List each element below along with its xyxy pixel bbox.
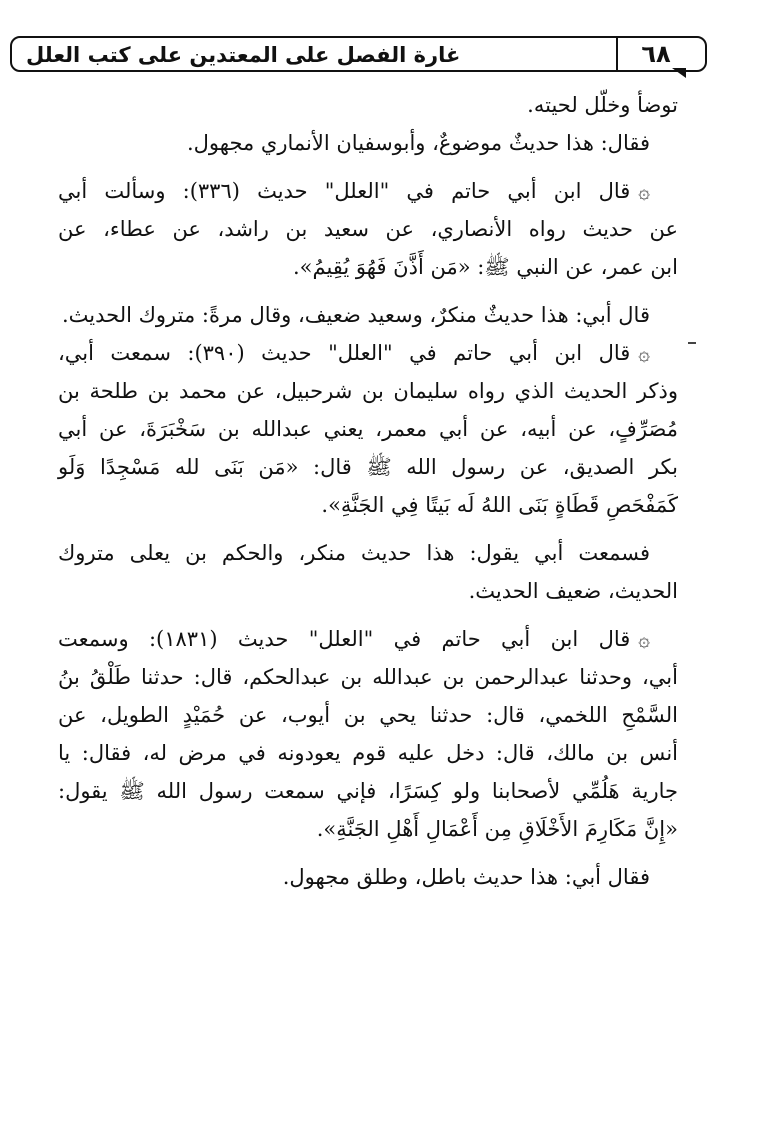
line-text: أنس بن مالك، قال: دخل عليه قوم يعودونه في مرض له، فقال: يا [58,741,678,765]
line-text: السَّمْحِ اللخمي، قال: حدثنا يحي بن أيوب، عن حُمَيْدٍ الطويل، عن [58,703,678,727]
text-line [58,248,678,286]
line-text: فسمعت أبي يقول: هذا حديث منكر، والحكم بن يعلى متروك [58,541,650,565]
text-line [58,696,678,734]
line-text: مُصَرِّفٍ، عن أبيه، عن أبي معمر، يعني عبدالله بن سَخْبَرَةَ، عن أبي [58,417,678,441]
line-text: قال ابن أبي حاتم في "العلل" حديث (٣٩٠): سمعت أبي، [58,341,631,365]
text-line [58,372,678,410]
text-line [58,620,678,658]
header-divider [616,36,618,72]
line-text: وذكر الحديث الذي رواه سليمان بن شرحبيل، عن محمد بن طلحة بن [58,379,678,403]
text-line [58,658,678,696]
line-text: الحديث، ضعيف الحديث. [468,579,678,603]
text-line [58,858,678,896]
line-text: قال أبي: هذا حديثٌ منكرٌ، وسعيد ضعيف، وقال مرةً: متروك الحديث. [61,303,650,327]
paragraph-gap [58,286,678,296]
line-text: بكر الصديق، عن رسول الله ﷺ قال: «مَن بَنَى لله مَسْجِدًا وَلَو [58,455,678,479]
line-text: ابن عمر، عن النبي ﷺ: «مَن أَذَّنَ فَهُوَ يُقِيمُ». [292,255,678,279]
text-line [58,172,678,210]
ornament-bullet-icon: ۞ [638,179,650,203]
line-text: جارية هَلُمِّي لأصحابنا ولو كِسَرًا، فإني سمعت رسول الله ﷺ يقول: [58,779,678,803]
line-text: قال ابن أبي حاتم في "العلل" حديث (٣٣٦): وسألت أبي [58,179,631,203]
text-line [58,572,678,610]
running-title: غارة الفصل على المعتدين على كتب العلل [26,43,461,67]
line-text: فقال: هذا حديثٌ موضوعٌ، وأبوسفيان الأنماري مجهول. [186,131,650,155]
text-line [58,124,678,162]
text-line [58,410,678,448]
line-text: فقال أبي: هذا حديث باطل، وطلق مجهول. [282,865,650,889]
paragraph-gap [58,848,678,858]
text-line [58,810,678,848]
line-text: كَمَفْحَصِ قَطَاةٍ بَنَى اللهُ لَه بَيتًا فِي الجَنَّةِ». [321,493,678,517]
line-text: «إِنَّ مَكَارِمَ الأَخْلَاقِ مِن أَعْمَالِ أَهْلِ الجَنَّةِ». [316,817,678,841]
ornament-bullet-icon: ۞ [638,627,650,651]
ornament-bullet-icon: ۞ [638,341,650,365]
text-line [58,486,678,524]
text-line [58,86,678,124]
paragraph-gap [58,524,678,534]
page-body [58,86,678,896]
text-line [58,210,678,248]
text-line [58,448,678,486]
line-text: قال ابن أبي حاتم في "العلل" حديث (١٨٣١): وسمعت [58,627,631,651]
header-flag-icon [672,68,686,78]
text-line [58,772,678,810]
line-text: عن حديث رواه الأنصاري، عن سعيد بن راشد، عن عطاء، عن [58,217,678,241]
text-line [58,734,678,772]
text-line [58,334,678,372]
line-text: توضأ وخلّل لحيته. [527,93,678,117]
line-text: أبي، وحدثنا عبدالرحمن بن عبدالله بن عبدالحكم، قال: حدثنا طَلْقُ بنُ [58,665,678,689]
page-number: ٦٨ [641,40,671,68]
text-line [58,534,678,572]
margin-mark [688,342,696,344]
paragraph-gap [58,162,678,172]
paragraph-gap [58,610,678,620]
running-header [10,36,707,72]
text-line [58,296,678,334]
